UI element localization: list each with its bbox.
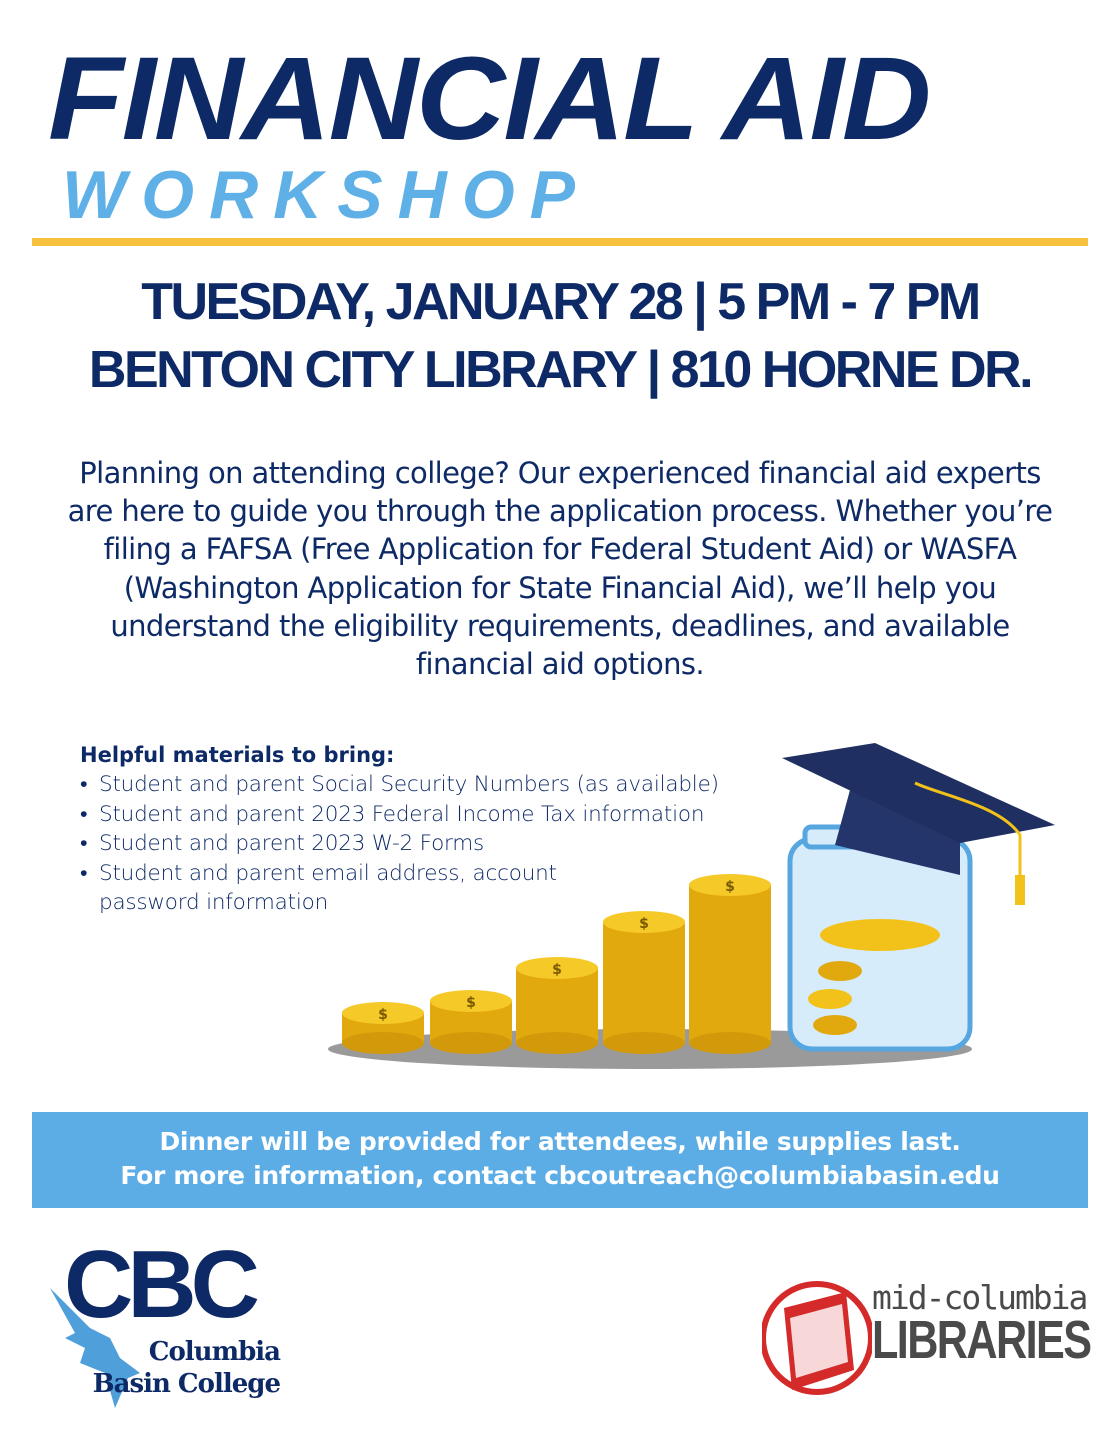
cbc-name-line2: Basin College <box>92 1369 280 1399</box>
cbc-letters: CBC <box>64 1231 254 1338</box>
contact-info: For more information, contact cbcoutreach@columbiabasin.edu <box>120 1161 1000 1190</box>
book-icon <box>762 1270 872 1420</box>
coin-stack-icon <box>516 957 598 1054</box>
cbc-name-line1: Columbia <box>148 1337 280 1367</box>
materials-item: • Student and parent 2023 W-2 Forms <box>80 829 840 859</box>
gold-divider <box>32 238 1088 246</box>
materials-item: • Student and parent 2023 Federal Income Tax information <box>80 800 840 830</box>
coin-stack-icon <box>603 911 685 1054</box>
materials-heading: Helpful materials to bring: <box>80 743 395 767</box>
dinner-note: Dinner will be provided for attendees, while supplies last. <box>159 1127 961 1156</box>
svg-text:$: $ <box>639 916 649 932</box>
event-date-time: TUESDAY, JANUARY 28 | 5 PM - 7 PM <box>141 273 979 331</box>
materials-item: • Student and parent Social Security Numbers (as available) <box>80 770 840 800</box>
page-subtitle: WORKSHOP <box>62 157 590 233</box>
cbc-name <box>80 1336 280 1400</box>
svg-text:$: $ <box>725 879 735 895</box>
event-location: BENTON CITY LIBRARY | 810 HORNE DR. <box>88 341 1032 399</box>
svg-text:$: $ <box>378 1007 388 1023</box>
coin-stack-icon <box>689 874 771 1054</box>
info-banner <box>32 1112 1088 1208</box>
svg-text:$: $ <box>466 995 476 1011</box>
materials-item: • Student and parent email address, account password information <box>80 859 559 918</box>
mid-columbia-libraries-logo <box>762 1270 1092 1420</box>
savings-illustration <box>320 735 1070 1075</box>
coin-stack-icon <box>342 1002 424 1054</box>
svg-text:$: $ <box>552 962 562 978</box>
mcl-bottom: LIBRARIES <box>872 1310 1091 1370</box>
cbc-logo <box>40 1231 310 1418</box>
page-title: FINANCIAL AID <box>48 33 930 165</box>
coin-stack-icon <box>430 990 512 1054</box>
event-description: Planning on attending college? Our experienced financial aid experts are here to guide you through the application process. Whether you’re filing a FAFSA (Free Application for Federal Student Aid) or WASFA (Washington Application for State Financial Aid), we’ll help you understand the eligibility requirements, deadlines, and available financial aid options. <box>67 456 1053 682</box>
mcl-top: mid-columbia <box>872 1278 1087 1317</box>
